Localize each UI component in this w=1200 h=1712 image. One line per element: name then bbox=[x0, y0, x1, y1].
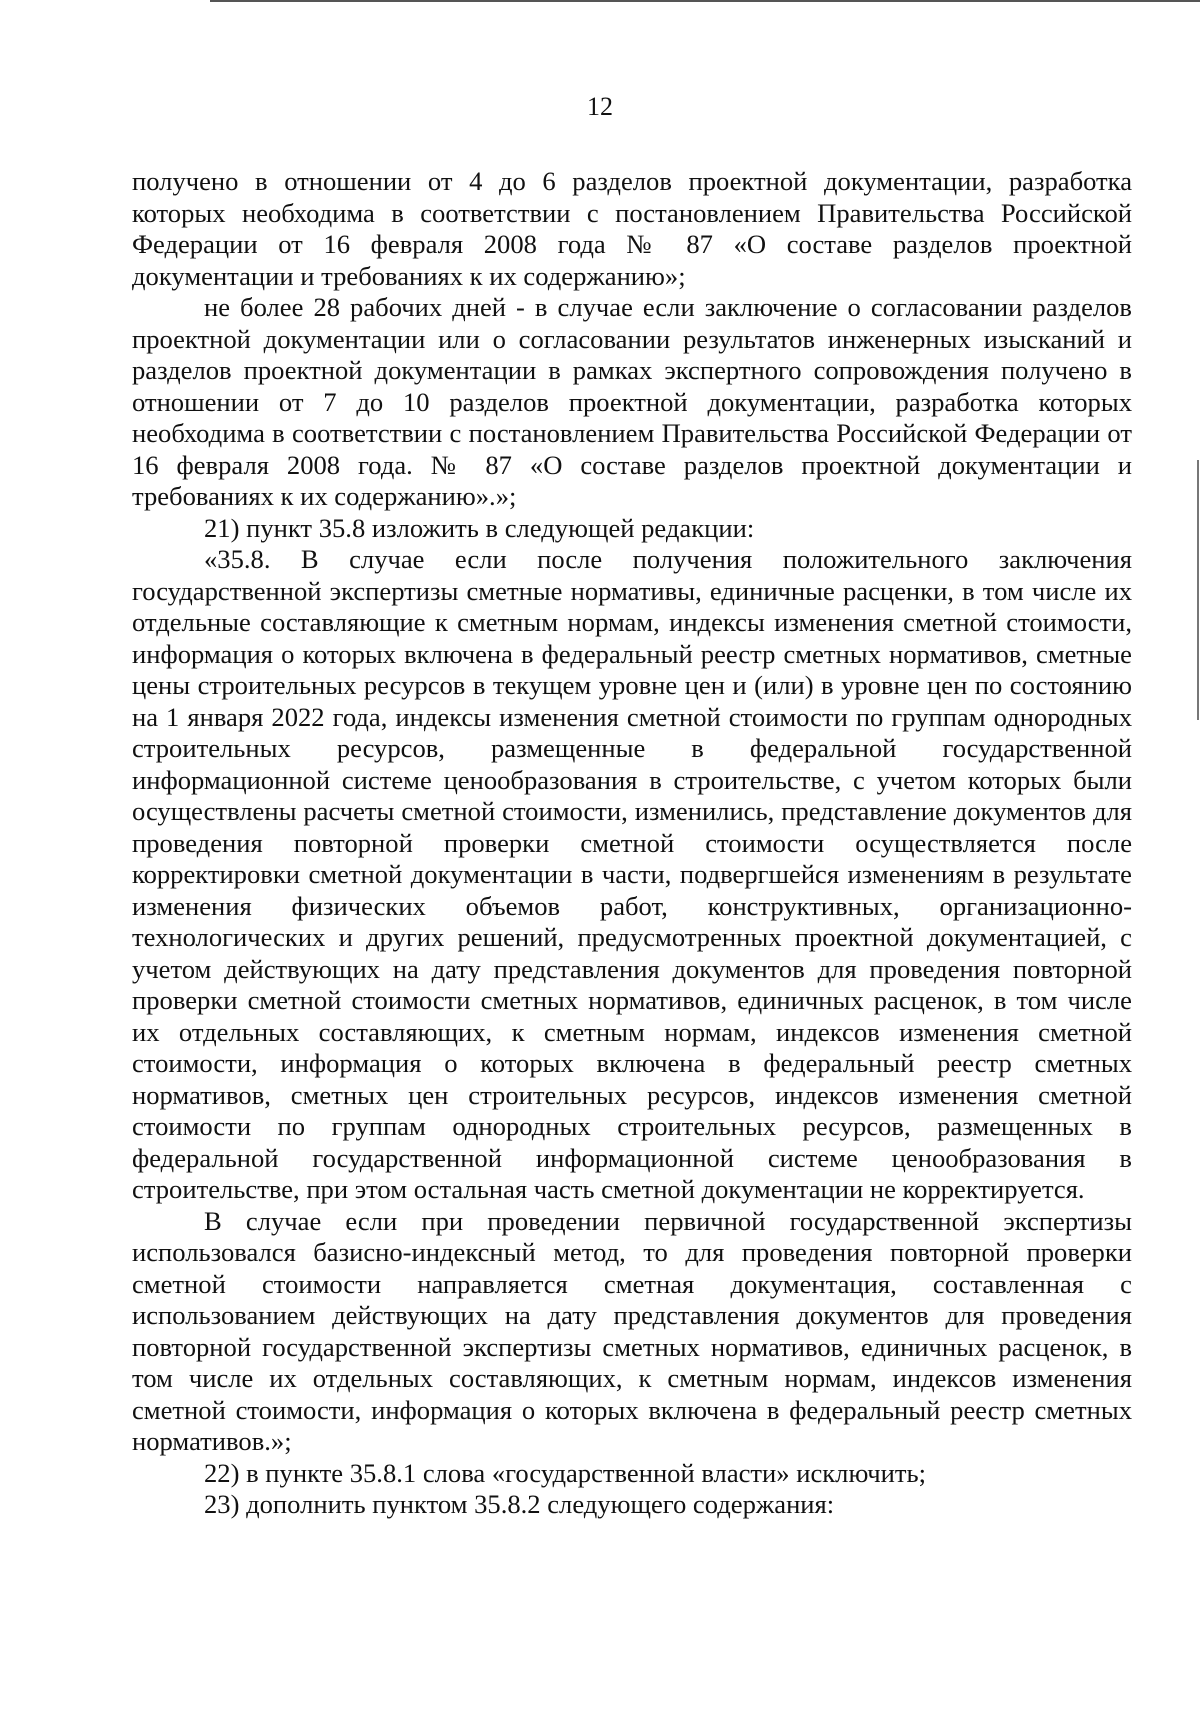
paragraph-item-22: 22) в пункте 35.8.1 слова «государственной власти» исключить; bbox=[204, 1457, 927, 1488]
paragraph-item-21: 21) пункт 35.8 изложить в следующей редакции: bbox=[204, 512, 755, 543]
paragraph-35-8: «35.8. В случае если после получения положительного заключения государственной экспертизы сметные нормативы, единичные расценки, в том числе их отдельные составляющие к сметным нормам, индексы изменения сметной стоимости, информация о которых включена в федеральный реестр сметных нормативов, сметные цены строительных ресурсов в текущем уровне цен и (или) в уровне цен по состоянию на 1 января 2022 года, индексы изменения сметной стоимости по группам однородных строительных ресурсов, размещенные в федеральной государственной информационной системе ценообразования в строительстве, с учетом которых были осуществлены расчеты сметной стоимости, изменились, представление документов для проведения повторной проверки сметной стоимости осуществляется после корректировки сметной документации в части, подвергшейся изменениям в результате изменения физических объемов работ, конструктивных, организационно-технологических и других решений, предусмотренных проектной документацией, с учетом действующих на дату представления документов для проведения повторной проверки сметной стоимости сметных нормативов, единичных расценок, в том числе их отдельных составляющих, к сметным нормам, индексов изменения сметной стоимости, информация о которых включена в федеральный реестр сметных нормативов, сметных цен строительных ресурсов, индексов изменения сметной стоимости по группам однородных строительных ресурсов, размещенных в федеральной государственной информационной системе ценообразования в строительстве, при этом остальная часть сметной документации не корректируется. bbox=[132, 544, 1132, 1204]
document-body bbox=[132, 166, 1132, 1521]
paragraph-base-index-method: В случае если при проведении первичной государственной экспертизы использовался базисно-индексный метод, то для проведения повторной проверки сметной стоимости направляется сметная документация, составленная с использованием действующих на дату представления документов для проведения повторной государственной экспертизы сметных нормативов, единичных расценок, в том числе их отдельных составляющих, к сметным нормам, индексов изменения сметной стоимости, информация о которых включена в федеральный реестр сметных нормативов.»; bbox=[132, 1205, 1132, 1456]
paragraph-28-days: не более 28 рабочих дней - в случае если заключение о согласовании разделов проектной документации или о согласовании результатов инженерных изысканий и разделов проектной документации в рамках экспертного сопровождения получено в отношении от 7 до 10 разделов проектной документации, разработка которых необходима в соответствии с постановлением Правительства Российской Федерации от 16 февраля 2008 года. № 87 «О составе разделов проектной документации и требованиях к их содержанию».»; bbox=[132, 292, 1132, 511]
paragraph-item-23: 23) дополнить пунктом 35.8.2 следующего содержания: bbox=[204, 1489, 835, 1519]
scan-edge-right bbox=[1197, 460, 1199, 720]
page-number: 12 bbox=[587, 92, 613, 121]
scan-edge-top bbox=[210, 0, 1200, 2]
paragraph-continuation: получено в отношении от 4 до 6 разделов проектной документации, разработка которых необходима в соответствии с постановлением Правительства Российской Федерации от 16 февраля 2008 года № 87 «О составе разделов проектной документации и требованиях к их содержанию»; bbox=[132, 166, 1132, 291]
